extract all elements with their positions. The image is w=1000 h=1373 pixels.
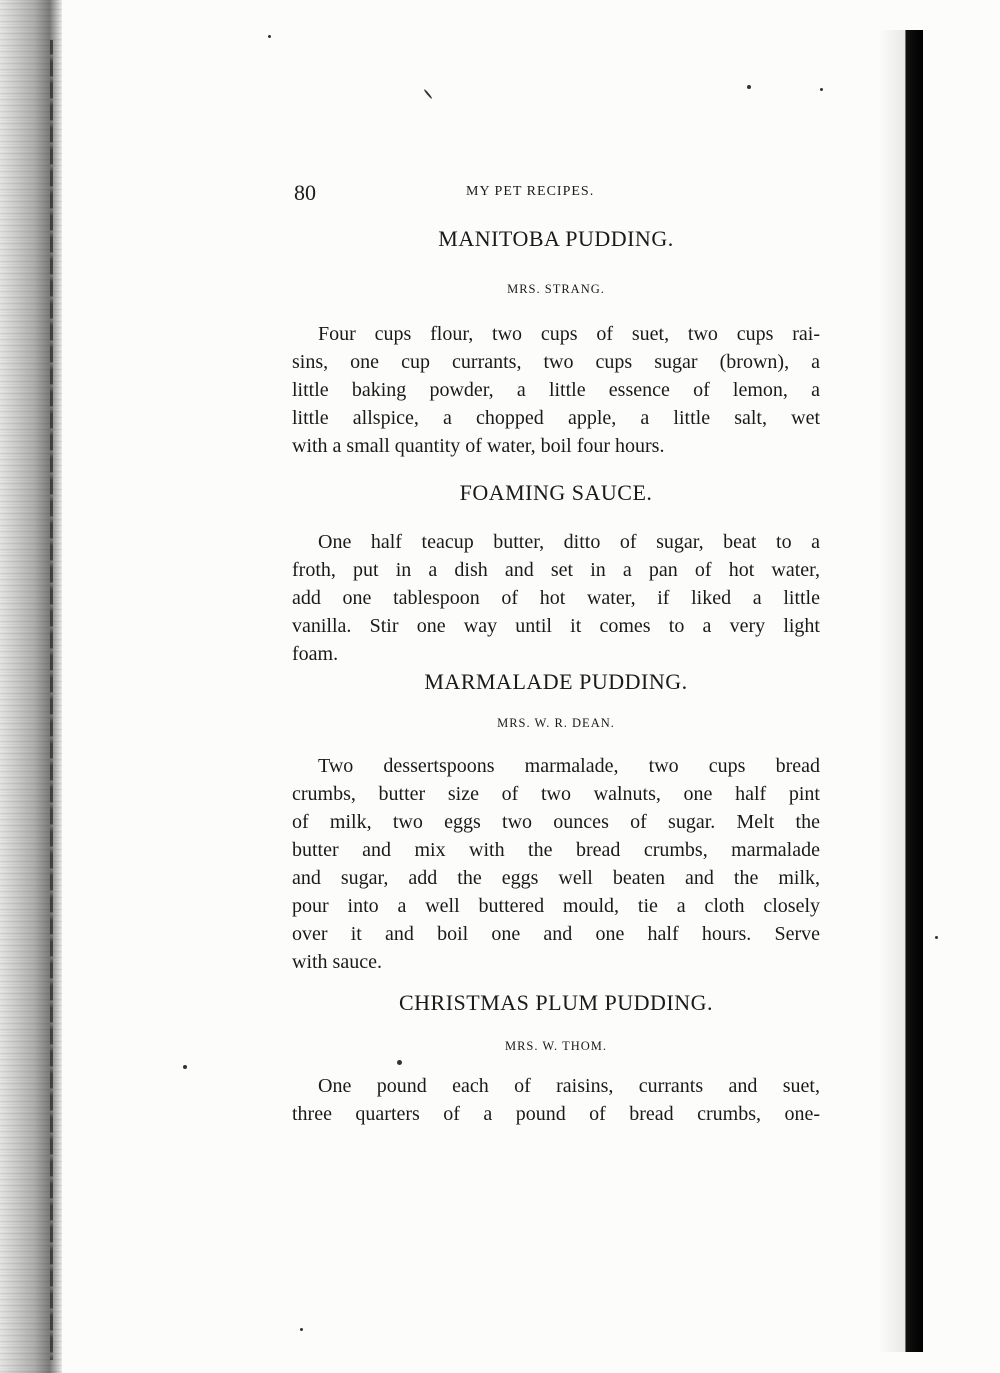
text-line: froth, put in a dish and set in a pan of hot water,: [292, 559, 820, 581]
text-line: over it and boil one and one half hours. Serve: [292, 923, 820, 945]
text-line: One pound each of raisins, currants and suet,: [318, 1075, 820, 1097]
text-line: Four cups flour, two cups of suet, two cups rai-: [318, 323, 820, 345]
recipe-author: MRS. W. R. DEAN.: [497, 716, 615, 730]
text-line: and sugar, add the eggs well beaten and the milk,: [292, 867, 820, 889]
recipe-title: MANITOBA PUDDING.: [438, 226, 674, 251]
text-line: pour into a well buttered mould, tie a cloth closely: [292, 895, 820, 917]
text-line: with sauce.: [292, 951, 382, 973]
recipe-body: [292, 320, 820, 460]
text-line: add one tablespoon of hot water, if liked a little: [292, 587, 820, 609]
text-line: with a small quantity of water, boil four hours.: [292, 435, 665, 457]
recipe-title: CHRISTMAS PLUM PUDDING.: [398, 990, 714, 1015]
text-line: Two dessertspoons marmalade, two cups bread: [318, 755, 820, 777]
recipe-title: MARMALADE PUDDING.: [424, 669, 688, 694]
text-line: butter and mix with the bread crumbs, marmalade: [292, 839, 820, 861]
recipe-body: [292, 752, 820, 976]
text-line: sins, one cup currants, two cups sugar (brown), a: [292, 351, 820, 373]
recipe-author: MRS. STRANG.: [507, 282, 605, 296]
text-line: crumbs, butter size of two walnuts, one half pint: [292, 783, 820, 805]
recipe-body: [292, 1072, 820, 1128]
text-line: little allspice, a chopped apple, a little salt, wet: [292, 407, 820, 429]
text-line: three quarters of a pound of bread crumbs, one-: [292, 1103, 820, 1125]
running-head: [294, 180, 640, 210]
recipe-body: [292, 528, 820, 668]
text-line: of milk, two eggs two ounces of sugar. Melt the: [292, 811, 820, 833]
recipe-title: FOAMING SAUCE.: [459, 480, 653, 505]
text-line: foam.: [292, 643, 339, 665]
text-line: One half teacup butter, ditto of sugar, beat to a: [318, 531, 820, 553]
text-line: vanilla. Stir one way until it comes to a very light: [292, 615, 820, 637]
text-line: little baking powder, a little essence of lemon, a: [292, 379, 820, 401]
page-number: 80: [294, 180, 316, 205]
recipe-author: MRS. W. THOM.: [504, 1039, 608, 1053]
running-title: MY PET RECIPES.: [466, 184, 595, 199]
